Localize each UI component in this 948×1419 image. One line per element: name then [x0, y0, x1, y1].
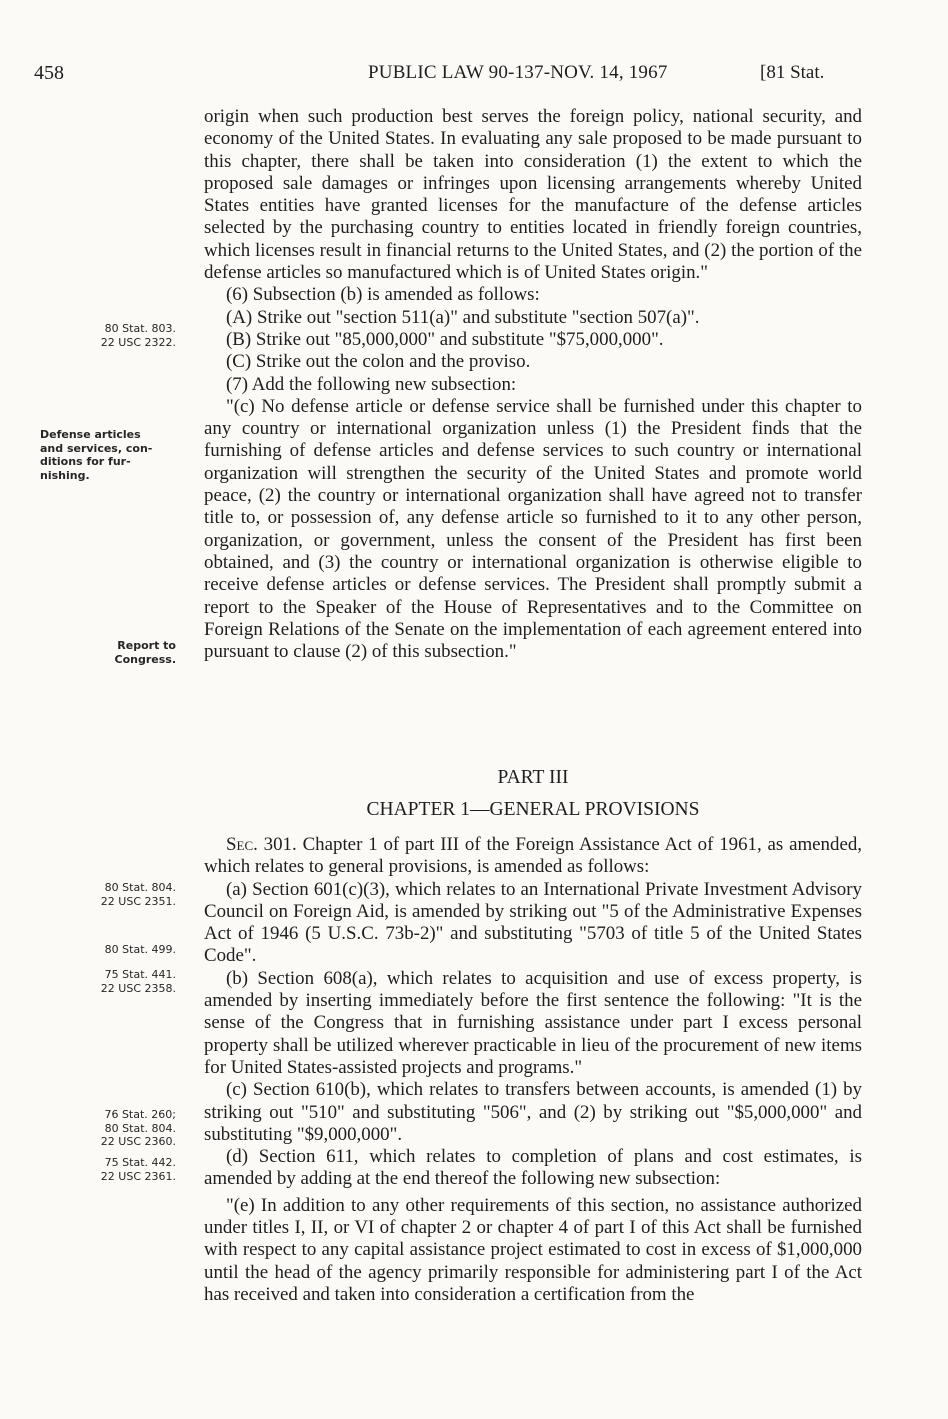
margin-note-1: 80 Stat. 803. 22 USC 2322.: [100, 322, 176, 349]
margin-note-2: Defense articles and services, con- ditions for fur- nishing.: [40, 428, 153, 482]
paragraph: (a) Section 601(c)(3), which relates to an International Private Investment Advisory Council on Foreign Aid, is amended by striking out "5 of the Administrative Expenses Act of 1946 (5 U.S.C. 73b-2)" and substituting "5703 of title 5 of the United States Code".: [204, 878, 862, 967]
bleed-through-text: [110, 158, 190, 278]
part-heading: PART III: [497, 767, 569, 788]
section-label: Sec. 301.: [226, 834, 297, 855]
statute-volume: [81 Stat.: [760, 62, 825, 83]
section-text: [204, 834, 862, 1306]
paragraph: (c) Section 610(b), which relates to transfers between accounts, is amended (1) by striking out "510" and substituting "506", and (2) by striking out "$5,000,000" and substituting "$9,000,000".: [204, 1079, 862, 1145]
paragraph: (7) Add the following new subsection:: [226, 373, 517, 395]
margin-note-3: Report to Congress.: [114, 639, 176, 666]
paragraph: origin when such production best serves the foreign policy, national security, and economy of the United States. In evaluating any sale proposed to be made pursuant to this chapter, there shall be taken into consideration (1) the extent to which the proposed sale damages or infringes upon licensing arrangements whereby United States entities have granted licenses for the manufacture of the defense articles selected by the purchasing country to entities located in friendly foreign countries, which licenses result in financial returns to the United States, and (2) the portion of the defense articles so manufactured which is of United States origin.": [204, 106, 862, 284]
paragraph: "(c) No defense article or defense service shall be furnished under this chapter to any country or international organization unless (1) the President finds that the furnishing of defense articles and defense services to such country or international organization will strengthen the security of the United States and promote world peace, (2) the country or international organization shall have agreed not to transfer title to, or possession of, any defense article so furnished to it to any other person, organization, or government, unless the consent of the President has first been obtained, and (3) the country or international organization is otherwise eligible to receive defense articles or defense services. The President shall promptly submit a report to the Speaker of the House of Representatives and to the Committee on Foreign Relations of the Senate on the implementation of each agreement entered into pursuant to clause (2) of this subsection.": [204, 395, 862, 663]
paragraph: (A) Strike out "section 511(a)" and substitute "section 507(a)".: [226, 306, 700, 328]
paragraph: (B) Strike out "85,000,000" and substitute "$75,000,000".: [226, 328, 664, 350]
running-head-title: PUBLIC LAW 90-137-NOV. 14, 1967: [368, 62, 668, 83]
paragraph: (6) Subsection (b) is amended as follows:: [226, 284, 540, 306]
margin-note-6: 75 Stat. 441. 22 USC 2358.: [100, 968, 176, 995]
part-heading-block: [204, 767, 862, 822]
margin-note-4: 80 Stat. 804. 22 USC 2351.: [100, 881, 176, 908]
paragraph: "(e) In addition to any other requirements of this section, no assistance authorized under titles I, II, or VI of chapter 2 or chapter 4 of part I of this Act shall be furnished with respect to any capital assistance project estimated to cost in excess of $1,000,000 until the head of the agency primarily responsible for administering part I of the Act has received and taken into consideration a certification from the: [204, 1194, 862, 1305]
paragraph: (b) Section 608(a), which relates to acquisition and use of excess property, is amended by inserting immediately before the first sentence the following: "It is the sense of the Congress that in furnishing assistance under part I excess personal property shall be utilized wherever practicable in lieu of the procurement of new items for United States-assisted projects and programs.": [204, 967, 862, 1078]
body-text: [204, 106, 862, 663]
paragraph: Chapter 1 of part III of the Foreign Assistance Act of 1961, as amended, which relates to general provisions, is amended as follows:: [204, 834, 862, 878]
running-header: [0, 62, 948, 92]
paragraph: (C) Strike out the colon and the proviso.: [226, 351, 531, 373]
margin-note-5: 80 Stat. 499.: [104, 943, 176, 956]
chapter-heading: CHAPTER 1—GENERAL PROVISIONS: [366, 799, 700, 821]
page-number: 458: [34, 62, 64, 84]
paragraph: (d) Section 611, which relates to completion of plans and cost estimates, is amended by adding at the end thereof the following new subsection:: [204, 1146, 862, 1190]
margin-note-7: 76 Stat. 260; 80 Stat. 804. 22 USC 2360.: [100, 1108, 176, 1148]
margin-note-8: 75 Stat. 442. 22 USC 2361.: [100, 1156, 176, 1183]
